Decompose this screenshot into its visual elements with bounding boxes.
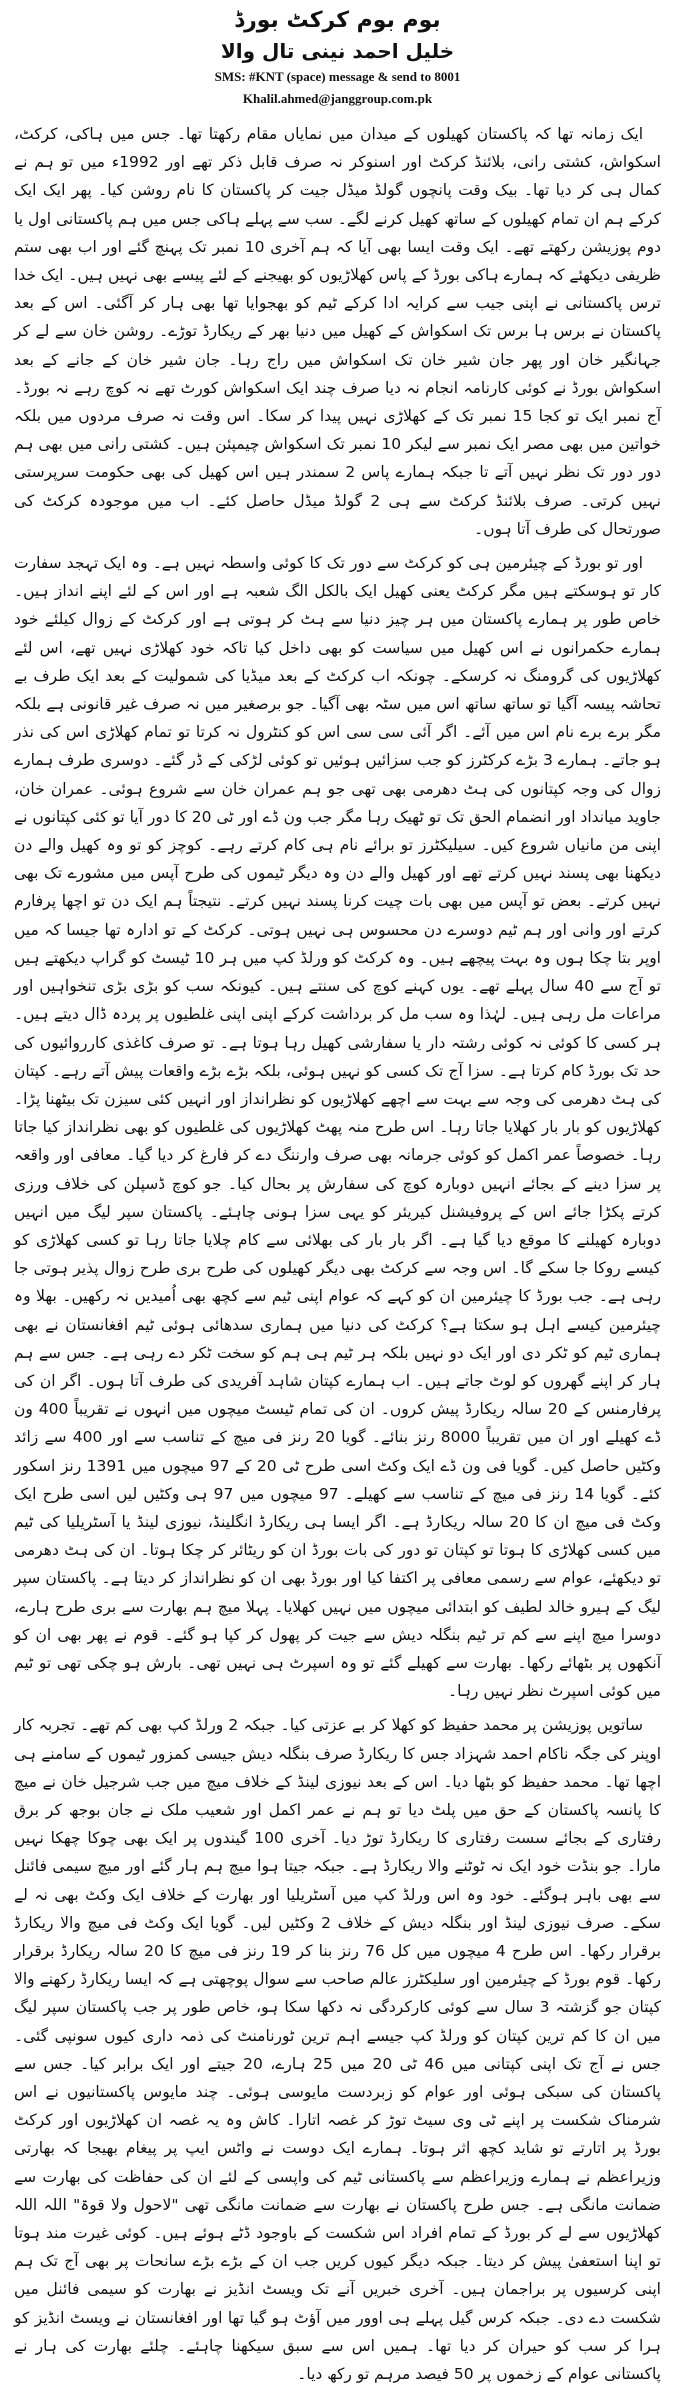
sms-line: SMS: #KNT (space) message & send to 8001	[214, 69, 461, 84]
article-paragraph-2	[14, 549, 661, 1705]
article-body	[14, 120, 661, 2388]
paragraph-text: ایک زمانہ تھا کہ پاکستان کھیلوں کے میدان میں نمایاں مقام رکھتا تھا۔ جس میں ہاکی، کرکٹ، اسکواش، کشتی رانی، بلائنڈ کرکٹ اور اسنوکر نہ صرف قابل ذکر تھے اور 1992ء میں تو ہم نے کمال ہی کر دیا تھا۔ بیک وقت پانچوں گولڈ میڈل جیت کر پاکستان کا نام روشن کیا۔ پھر ایک ایک کرکے ہم ان تمام کھیلوں کے ساتھ کھیل کرنے لگے۔ سب سے پہلے ہاکی جس میں ہم پاکستانی اول یا دوم پوزیشن رکھتے تھے۔ ایک وقت ایسا بھی آیا کہ ہم آخری 10 نمبر تک پہنچ گئے اور اب بھی ستم ظریفی دیکھئے کہ ہمارے ہاکی بورڈ کے پاس کھلاڑیوں کو بھیجنے کے لئے پیسے بھی نہیں ہیں۔ ایک خدا ترس پاکستانی نے اپنی جیب سے کرایہ ادا کرکے ٹیم کو بھجوایا تھا بھی ہار کر آگئی۔ اس کے بعد پاکستان نے برس ہا برس تک اسکواش کے کھیل میں دنیا بھر کے ریکارڈ توڑے۔ روشن خان سے لے کر جہانگیر خان اور پھر جان شیر خان تک اسکواش میں راج رہا۔ جان شیر خان کے جانے کے بعد اسکواش بورڈ نے کوئی کارنامہ انجام نہ دیا صرف چند ایک اسکواش کورٹ تھے نہ کوچ رہے نہ بورڈ۔ آج نمبر ایک تو کجا 15 نمبر تک کے کھلاڑی نہیں پیدا کر سکا۔ اس وقت نہ صرف مردوں میں بلکہ خواتین میں بھی مصر ایک نمبر سے لیکر 10 نمبر تک اسکواش چیمپئن ہیں۔ کشتی رانی میں بھی ہم دور دور تک نظر نہیں آتے تا جبکہ ہمارے پاس 2 سمندر ہیں اس کھیل کی بھی حکومت سرپرستی نہیں کرتی۔ صرف بلائنڈ کرکٹ سے ہی 2 گولڈ میڈل حاصل کئے۔ اب میں موجودہ کرکٹ کی صورتحال کی طرف آتا ہوں۔	[14, 125, 662, 538]
author-email: Khalil.ahmed@janggroup.com.pk	[242, 91, 433, 106]
paragraph-text: ساتویں پوزیشن پر محمد حفیظ کو کھلا کر بے عزتی کیا۔ جبکہ 2 ورلڈ کپ بھی کم تھے۔ تجربہ کار اوپنر کی جگہ ناکام احمد شہزاد جس کا ریکارڈ صرف بنگلہ دیش جیسی کمزور ٹیموں کے سامنے ہی اچھا تھا۔ محمد حفیظ کو بٹھا دیا۔ اس کے بعد نیوزی لینڈ کے خلاف میچ میں جب شرجیل خان نے میچ کا پانسہ پاکستان کے حق میں پلٹ دیا تو ہم نے عمر اکمل اور شعیب ملک نے جان بوجھ کر برق رفتاری کے بجائے سست رفتاری کا ریکارڈ توڑ دیا۔ آخری 100 گیندوں پر ایک بھی چوکا چھکا نہیں مارا۔ جو بنڈت خود ایک نہ ٹوٹنے والا ریکارڈ ہے۔ جبکہ جیتا ہوا میچ ہم ہار گئے اور میچ سیمی فائنل سے بھی باہر ہوگئے۔ خود وہ اس ورلڈ کپ میں آسٹریلیا اور بھارت کے خلاف ایک وکٹ بھی نہ لے سکے۔ صرف نیوزی لینڈ اور بنگلہ دیش کے خلاف 2 وکٹیں لیں۔ گویا ایک وکٹ فی میچ والا ریکارڈ برقرار رکھا۔ اس طرح 4 میچوں میں کل 76 رنز بنا کر 19 رنز فی میچ کا 20 سالہ ریکارڈ برقرار رکھا۔ قوم بورڈ کے چیئرمین اور سلیکٹرز عالم صاحب سے سوال پوچھتی ہے کہ ایسا ریکارڈ رکھنے والا کپتان جو گزشتہ 3 سال سے کوئی کارکردگی نہ دکھا سکا ہو، خاص طور پر جب پاکستان سپر لیگ میں ان کا کم ترین کپتان کو ورلڈ کپ جیسے اہم ترین ٹورنامنٹ کی ذمہ داری کیوں سونپی گئی۔ جس نے آج تک اپنی کپتانی میں 46 ٹی 20 میں 25 ہارے، 20 جیتے اور ایک برابر کیا۔ جس سے پاکستان کی سبکی ہوئی اور عوام کو زبردست مایوسی ہوئی۔ چند مایوس پاکستانیوں نے اس شرمناک شکست پر اپنے ٹی وی سیٹ توڑ کر غصہ اتارا۔ کاش وہ یہ غصہ ان کھلاڑیوں اور کرکٹ بورڈ پر اتارتے تو شاید کچھ اثر ہوتا۔ ہمارے ایک دوست نے واٹس ایپ پر پیغام بھیجا کہ بھارتی وزیراعظم نے ہمارے وزیراعظم سے پاکستانی ٹیم کی واپسی کے لئے ان کی حفاظت کی بھارت سے ضمانت مانگی ہے۔ جس طرح پاکستان نے بھارت سے ضمانت مانگی تھی "لاحول ولا قوۃ" اللہ اللہ کھلاڑیوں سے لے کر بورڈ کے تمام افراد اس شکست کے باوجود ڈٹے ہوئے ہیں۔ کوئی غیرت مند ہوتا تو اپنا استعفیٰ پیش کر دیتا۔ جبکہ دیگر کیوں کریں جب ان کے بڑے بڑے سانحات پر بھی آج تک ہم اپنی کرسیوں پر براجمان ہیں۔ آخری خبریں آنے تک ویسٹ انڈیز نے بھارت کو سیمی فائنل میں شکست دے دی۔ جبکہ کرس گیل پہلے ہی اوور میں آؤٹ ہو گیا تھا اور افغانستان نے ویسٹ انڈیز کو ہرا کر سب کو حیران کر دیا تھا۔ ہمیں اس سے سبق سیکھنا چاہئے۔ چلئے بھارت کی ہار نے پاکستانی عوام کے زخموں پر 50 فیصد مرہم تو رکھ دیا۔	[14, 1716, 662, 2384]
author-name: خلیل احمد نینی تال والا	[220, 39, 455, 63]
article-paragraph-3	[14, 1711, 661, 2388]
column-header	[14, 6, 661, 110]
column-title: بوم بوم کرکٹ بورڈ	[234, 8, 441, 33]
article-paragraph-1	[14, 120, 661, 543]
paragraph-text: اور تو بورڈ کے چیئرمین ہی کو کرکٹ سے دور تک کا کوئی واسطہ نہیں ہے۔ وہ ایک تہجد سفارت کار تو ہوسکتے ہیں مگر کرکٹ یعنی کھیل ایک بالکل الگ شعبہ ہے اور اس کے لئے اپنے انداز ہیں۔ خاص طور پر ہمارے پاکستان میں ہر چیز دنیا سے ہٹ کر ہوتی ہے اور کرکٹ کے زوال کیلئے خود ہمارے حکمرانوں نے اس کھیل میں سیاست کو بھی داخل کیا تاکہ خود کھلاڑی نہیں تھے، اس لئے کھلاڑیوں کی گرومنگ نہ کرسکے۔ چونکہ اب کرکٹ کے بعد میڈیا کی شمولیت کے بعد ایک طرف بے تحاشہ پیسہ آگیا تو ساتھ ساتھ اس میں سٹہ بھی آگیا۔ جو برصغیر میں نہ صرف غیر قانونی ہے بلکہ مگر برے برے نام اس میں آئے۔ اگر آئی سی سی اس کو کنٹرول نہ کرتا تو تمام کھلاڑی اس کی نذر ہو جاتے۔ ہمارے 3 بڑے کرکٹرز کو جب سزائیں ہوئیں تو کوئی لڑکی کے ڈر گئے۔ دوسری طرف ہمارے زوال کی وجہ کپتانوں کی ہٹ دھرمی بھی تھی جو ہم عمران خان سے شروع ہوئی۔ عمران خان، جاوید میانداد اور انضمام الحق تک تو ٹھیک رہا مگر جب ون ڈے اور ٹی 20 کا دور آیا تو کئی کپتانوں نے اپنی من مانیاں شروع کیں۔ سیلیکٹرز تو برائے نام ہی کام کرتے رہے۔ کوچز کو تو وہ کھیل والے دن دیکھنا بھی پسند نہیں کرتے تھے اور کھیل والے دن وہ دیگر ٹیموں کی طرح آپس میں مشورے تک بھی نہیں کرتے۔ بعض تو آپس میں بھی بات چیت کرنا پسند نہیں کرتے۔ نتیجتاً ہم ایک دن تو اچھا پرفارم کرتے اور وانی اور ہم ٹیم دوسرے دن محسوس ہی نہیں ہوتی۔ کرکٹ کے تو ادارہ تھا جیسا کہ میں اوپر بتا چکا ہوں وہ بہت پیچھے ہیں۔ وہ کرکٹ کو ورلڈ کپ میں ہر 10 ٹیسٹ کو گراپ دیکھتے ہیں تو آج سے 40 سال پہلے تھے۔ یوں کہنے کوچ کی سنتے ہیں۔ کیونکہ سب کو بڑی بڑی تنخواہیں اور مراعات مل رہی ہیں۔ لہٰذا وہ سب مل کر برداشت کرکے اپنی اپنی غلطیوں پر پردہ ڈال دیتے ہیں۔ ہر کسی کا کوئی نہ کوئی رشتہ دار یا سفارشی کھیل رہا ہوتا ہے۔ تو صرف کاغذی کارروائیوں کی حد تک بورڈ کام کرتا ہے۔ سزا آج تک کسی کو نہیں ہوئی، بلکہ بڑے بڑے واقعات پیش آتے رہے۔ کپتان کی ہٹ دھرمی کی وجہ سے بہت سے اچھے کھلاڑیوں کو نظرانداز اور انہیں کئی سیزن تک بیٹھنا پڑا۔ کھلاڑیوں کو بار بار کھلایا جاتا رہا۔ اس طرح منہ پھٹ کھلاڑیوں کی غلطیوں کو بھی نظرانداز کیا جاتا رہا۔ خصوصاً عمر اکمل کو کوئی جرمانہ بھی صرف وارننگ دے کر فارغ کر دیا گیا۔ معافی اور واقعہ پر سزا دینے کے بجائے انہیں دوبارہ کوچ کی سفارش پر بحال کیا۔ جو کوچ ڈسپلن کی خلاف ورزی کرتے پکڑا جائے اس کے پروفیشنل کیریئر کو یہی سزا ہونی چاہئے۔ پاکستان سپر لیگ میں انہیں دوبارہ کھیلنے کا موقع دیا گیا ہے۔ اگر بار بار کی بھلائی سے کام چلایا جاتا رہا تو کسی کھلاڑی کو کیسے روکا جا سکے گا۔ اس وجہ سے کرکٹ بھی دیگر کھیلوں کی طرح بری طرح زوال پذیر ہوتی جا رہی ہے۔ جب بورڈ کا چیئرمین ان کو کہے کہ عوام اپنی ٹیم سے کچھ بھی اُمیدیں نہ رکھیں۔ بھلا وہ چیئرمین کیسے اہل ہو سکتا ہے؟ کرکٹ کی دنیا میں ہماری سدھائی ہوئی ٹیم افغانستان نے بھی ہماری ٹیم کو ٹکر دی اور ایک دو نہیں بلکہ ہر ٹیم ہی ہم کو سخت ٹکر دے رہی ہے۔ جس سے ہم ہار کر اپنے گھروں کو لوٹ جاتے ہیں۔ اب ہمارے کپتان شاہد آفریدی کی طرف آتا ہوں۔ اگر ان کی پرفارمنس کے 20 سالہ ریکارڈ پیش کروں۔ ان کی تمام ٹیسٹ میچوں میں انہوں نے تقریباً 400 ون ڈے کھیلے اور ان میں تقریباً 8000 رنز بنائے۔ گویا 20 رنز فی میچ کے تناسب سے اور 400 سے زائد وکٹیں حاصل کیں۔ گویا فی ون ڈے ایک وکٹ اسی طرح ٹی 20 کے 97 میچوں میں 1391 رنز اسکور کئے۔ گویا 14 رنز فی میچ کے تناسب سے کھیلے۔ 97 میچوں میں 97 ہی وکٹیں لیں اسی طرح ایک وکٹ فی میچ ان کا 20 سالہ ریکارڈ ہے۔ اگر ایسا ہی ریکارڈ انگلینڈ، نیوزی لینڈ یا آسٹریلیا کی ٹیم میں کسی کھلاڑی کا ہوتا تو کپتان تو دور کی بات بورڈ ان کو ریٹائر کر چکا ہوتا۔ ان کی ہٹ دھرمی تو دیکھئے، عوام سے رسمی معافی پر اکتفا کیا اور بورڈ بھی ان کو نظرانداز کر دیتا ہے۔ پاکستان سپر لیگ کے ہیرو خالد لطیف کو ابتدائی میچوں میں نہیں کھلایا۔ پہلا میچ ہم بھارت سے بری طرح ہارے، دوسرا میچ اپنے سے کم تر ٹیم بنگلہ دیش سے جیت کر پھول کر کپا ہو گئے۔ قوم نے پھر بھی ان کو آنکھوں پر بٹھائے رکھا۔ بھارت سے کھیلے گئے تو وہ اسپرٹ ہی نہیں تھی۔ بارش ہو چکی تھی تو ٹیم میں کوئی اسپرٹ نظر نہیں رہا۔	[14, 554, 662, 1701]
